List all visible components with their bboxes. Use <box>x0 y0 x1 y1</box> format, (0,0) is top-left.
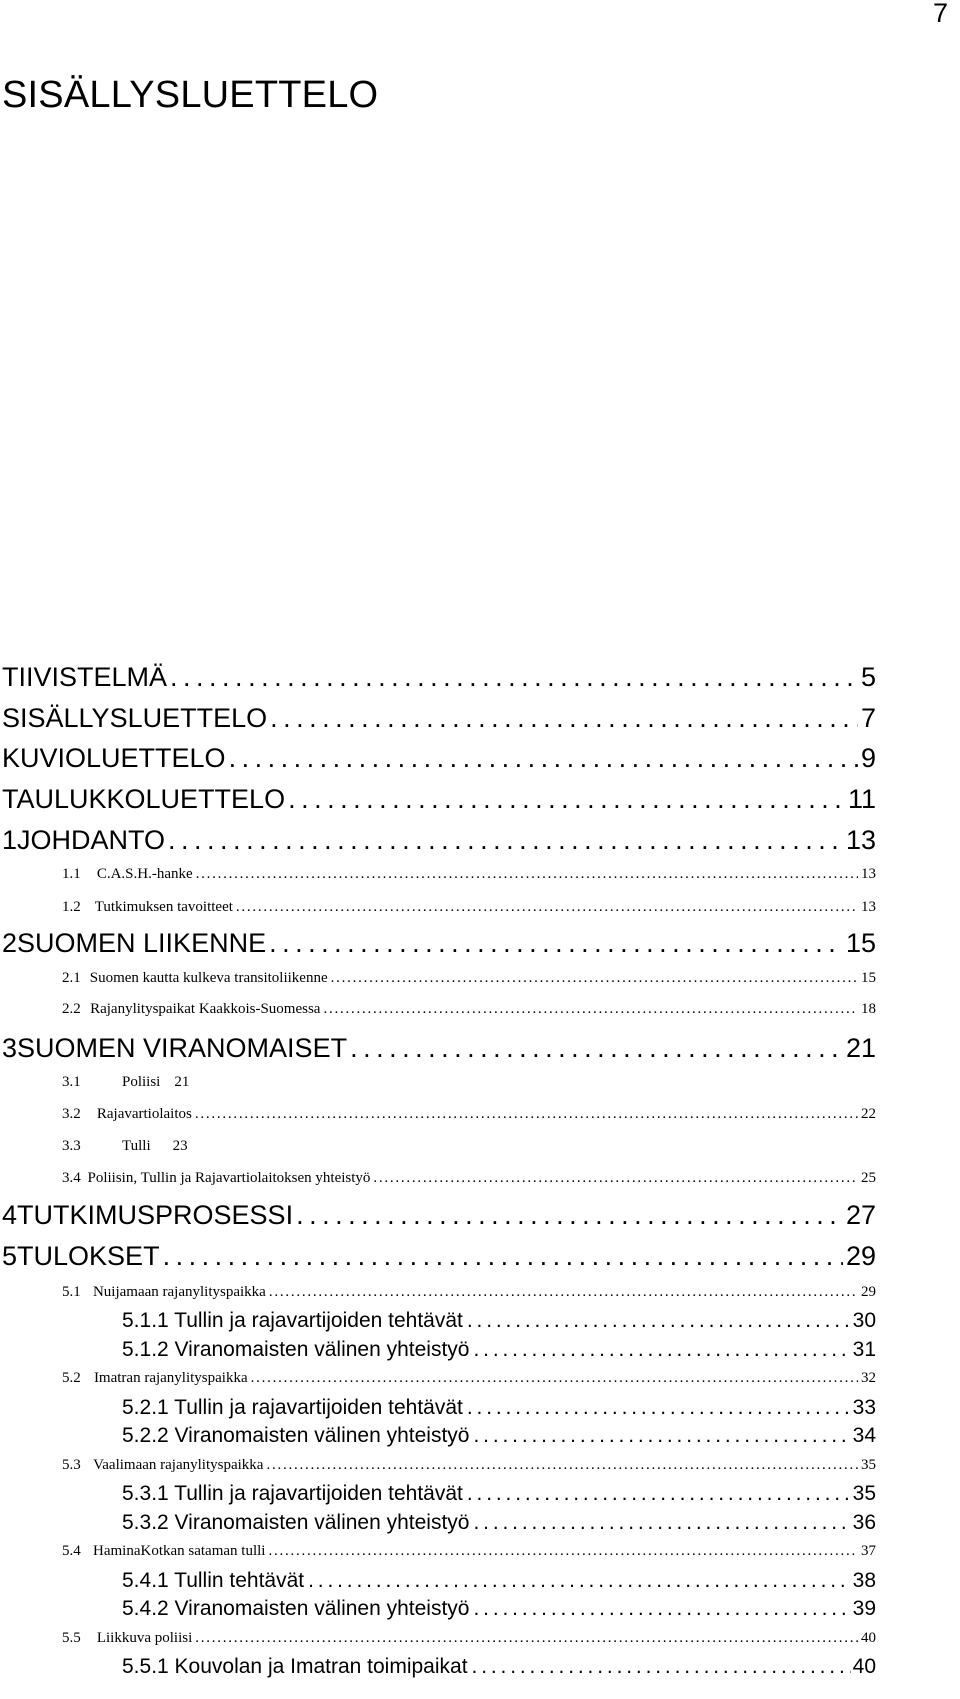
toc-entry-page: 32 <box>861 1370 876 1386</box>
toc-entry-label: SUOMEN VIRANOMAISET <box>17 1033 348 1063</box>
toc-entry-page: 22 <box>861 1106 876 1122</box>
toc-entry-number: 3 <box>2 1033 18 1063</box>
toc-entry-page: 23 <box>172 1138 188 1154</box>
toc-leader <box>373 1170 858 1187</box>
toc-entry-label: Rajanylityspaikat Kaakkois-Suomessa <box>90 1001 321 1017</box>
toc-entry-label: TUTKIMUSPROSESSI <box>17 1200 294 1230</box>
toc-entry-page: 25 <box>861 1170 876 1186</box>
toc-leader <box>473 1511 850 1535</box>
toc-leader <box>467 1482 851 1506</box>
toc-entry-page: 35 <box>861 1457 876 1473</box>
toc-leader <box>195 1630 858 1647</box>
toc-entry[interactable] <box>62 1284 876 1304</box>
toc-entry-page: 29 <box>861 1284 876 1300</box>
toc-entry-page: 37 <box>861 1543 876 1559</box>
toc-leader <box>296 1200 843 1231</box>
toc-entry-label: Rajavartiolaitos <box>96 1106 192 1122</box>
toc-entry-label: TIIVISTELMÄ <box>2 662 168 692</box>
toc-entry-label: 5.3.2 Viranomaisten välinen yhteistyö <box>122 1511 470 1534</box>
toc-entry-label: Poliisin, Tullin ja Rajavartiolaitoksen yhteistyö <box>87 1170 371 1186</box>
toc-entry-number: 5.3 <box>62 1457 81 1473</box>
toc-leader <box>467 1309 851 1333</box>
toc-entry-number: 2.1 <box>62 970 81 986</box>
toc-entry-page: 31 <box>852 1338 876 1361</box>
toc-entry-page: 29 <box>845 1241 876 1271</box>
toc-leader <box>163 1241 843 1272</box>
toc-entry[interactable] <box>62 1138 876 1158</box>
toc-leader <box>331 970 858 987</box>
toc-entry-label: 5.2.2 Viranomaisten välinen yhteistyö <box>122 1424 470 1447</box>
toc-entry-label: 5.1.1 Tullin ja rajavartijoiden tehtävät <box>122 1309 463 1332</box>
toc-entry[interactable] <box>62 1370 876 1390</box>
toc-entry-label: TAULUKKOLUETTELO <box>2 784 286 814</box>
toc-leader <box>196 866 858 883</box>
toc-entry-page: 40 <box>852 1655 876 1678</box>
toc-entry-page: 40 <box>861 1630 876 1646</box>
toc-entry-page: 11 <box>847 784 876 814</box>
toc-leader <box>266 1457 858 1474</box>
toc-entry[interactable] <box>122 1482 876 1508</box>
toc-leader <box>473 1424 850 1448</box>
toc-entry[interactable] <box>122 1511 876 1537</box>
toc-entry-number: 5.1 <box>62 1284 81 1300</box>
toc-leader <box>269 1284 858 1301</box>
toc-entry-page: 36 <box>852 1511 876 1534</box>
toc-entry[interactable] <box>62 1106 876 1126</box>
toc-entry-page: 13 <box>861 899 876 915</box>
toc-entry[interactable] <box>2 703 876 737</box>
toc-entry-page: 15 <box>861 970 876 986</box>
toc-entry-number: 2 <box>2 928 18 958</box>
toc-entry-label: Tulli <box>122 1138 151 1154</box>
toc-entry[interactable] <box>62 1170 876 1190</box>
toc-entry[interactable] <box>62 866 876 886</box>
toc-entry-page: 38 <box>852 1569 876 1592</box>
toc-entry-number: 5.4 <box>62 1543 81 1559</box>
toc-entry[interactable] <box>122 1597 876 1623</box>
toc-leader <box>270 703 858 734</box>
toc-entry[interactable] <box>62 899 876 919</box>
toc-leader <box>350 1033 843 1064</box>
toc-leader <box>251 1370 858 1387</box>
toc-entry-number: 5.5 <box>62 1630 81 1646</box>
toc-entry-label: Liikkuva poliisi <box>96 1630 193 1646</box>
toc-entry[interactable] <box>122 1424 876 1450</box>
toc-leader <box>170 662 858 693</box>
toc-entry-label: 5.1.2 Viranomaisten välinen yhteistyö <box>122 1338 470 1361</box>
toc-entry[interactable] <box>62 1457 876 1477</box>
toc-entry-page: 21 <box>845 1033 876 1063</box>
toc-leader <box>467 1396 851 1420</box>
toc-entry-page: 18 <box>861 1001 876 1017</box>
toc-entry-page: 13 <box>845 825 876 855</box>
toc-entry-page: 33 <box>852 1396 876 1419</box>
toc-leader <box>473 1597 850 1621</box>
toc-leader <box>323 1001 858 1018</box>
toc-leader <box>288 784 845 815</box>
toc-entry-number: 4 <box>2 1200 18 1230</box>
toc-entry-label: Poliisi <box>122 1074 161 1090</box>
toc-entry-number: 3.3 <box>62 1138 81 1154</box>
toc-entry-label: JOHDANTO <box>17 825 166 855</box>
toc-entry-label: SUOMEN LIIKENNE <box>17 928 267 958</box>
toc-entry[interactable] <box>122 1309 876 1335</box>
toc-entry-page: 30 <box>852 1309 876 1332</box>
toc-entry-label: HaminaKotkan sataman tulli <box>93 1543 266 1559</box>
toc-entry-page: 34 <box>852 1424 876 1447</box>
toc-leader <box>308 1569 851 1593</box>
toc-entry-label: Tutkimuksen tavoitteet <box>94 899 233 915</box>
toc-entry[interactable] <box>2 662 876 696</box>
toc-entry[interactable] <box>2 825 876 859</box>
toc-entry[interactable] <box>122 1338 876 1364</box>
toc-entry[interactable] <box>62 1630 876 1650</box>
toc-entry-label: KUVIOLUETTELO <box>2 743 226 773</box>
toc-entry[interactable] <box>62 1001 876 1021</box>
toc-entry-label: 5.4.2 Viranomaisten välinen yhteistyö <box>122 1597 470 1620</box>
toc-entry-page: 5 <box>860 662 876 692</box>
toc-leader <box>168 825 843 856</box>
toc-entry-label: SISÄLLYSLUETTELO <box>2 703 268 733</box>
toc-entry-page: 27 <box>845 1200 876 1230</box>
toc-entry-number: 2.2 <box>62 1001 81 1017</box>
toc-entry-page: 13 <box>861 866 876 882</box>
toc-entry-number: 1 <box>2 825 18 855</box>
toc-entry-page: 39 <box>852 1597 876 1620</box>
toc-entry-label: 5.3.1 Tullin ja rajavartijoiden tehtävät <box>122 1482 463 1505</box>
toc-entry-number: 5 <box>2 1241 18 1271</box>
toc-entry[interactable] <box>2 784 876 818</box>
toc-entry[interactable] <box>122 1396 876 1422</box>
toc-entry-number: 3.2 <box>62 1106 81 1122</box>
toc-leader <box>473 1338 850 1362</box>
toc-leader <box>236 899 858 916</box>
toc-leader <box>229 743 858 774</box>
toc-entry-label: 5.4.1 Tullin tehtävät <box>122 1569 305 1592</box>
toc-entry-label: C.A.S.H.-hanke <box>96 866 193 882</box>
toc-entry[interactable] <box>2 1200 876 1234</box>
toc-entry-label: 5.2.1 Tullin ja rajavartijoiden tehtävät <box>122 1396 463 1419</box>
toc-entry-page: 21 <box>174 1074 190 1090</box>
toc-entry[interactable] <box>2 1241 876 1275</box>
toc-leader <box>268 1543 858 1560</box>
toc-entry-page: 15 <box>845 928 876 958</box>
toc-entry[interactable] <box>122 1569 876 1595</box>
toc-entry[interactable] <box>62 1074 876 1094</box>
toc-entry-label: TULOKSET <box>17 1241 160 1271</box>
toc-entry-label: Imatran rajanylityspaikka <box>93 1370 248 1386</box>
toc-entry-number: 5.2 <box>62 1370 81 1386</box>
toc-entry-label: Vaalimaan rajanylityspaikka <box>93 1457 264 1473</box>
toc-entry-label: Nuijamaan rajanylityspaikka <box>92 1284 266 1300</box>
toc-entry-page: 9 <box>860 743 876 773</box>
toc-entry-number: 3.1 <box>62 1074 81 1090</box>
toc-entry-label: 5.5.1 Kouvolan ja Imatran toimipaikat <box>122 1655 468 1678</box>
toc-entry[interactable] <box>122 1655 876 1681</box>
toc-entry[interactable] <box>2 743 876 777</box>
toc-entry[interactable] <box>62 970 876 990</box>
toc-entry-number: 1.2 <box>62 899 81 915</box>
page-number: 7 <box>932 0 948 28</box>
toc-leader <box>472 1655 851 1679</box>
toc-entry[interactable] <box>2 1033 876 1067</box>
toc-entry[interactable] <box>2 928 876 962</box>
toc-entry-label: Suomen kautta kulkeva transitoliikenne <box>89 970 328 986</box>
toc-leader <box>195 1106 858 1123</box>
toc-entry-number: 3.4 <box>62 1170 81 1186</box>
toc-entry-page: 7 <box>860 703 876 733</box>
toc-entry-number: 1.1 <box>62 866 81 882</box>
toc-entry-page: 35 <box>852 1482 876 1505</box>
toc-leader <box>269 928 843 959</box>
page-title: SISÄLLYSLUETTELO <box>2 74 379 116</box>
toc-entry[interactable] <box>62 1543 876 1563</box>
